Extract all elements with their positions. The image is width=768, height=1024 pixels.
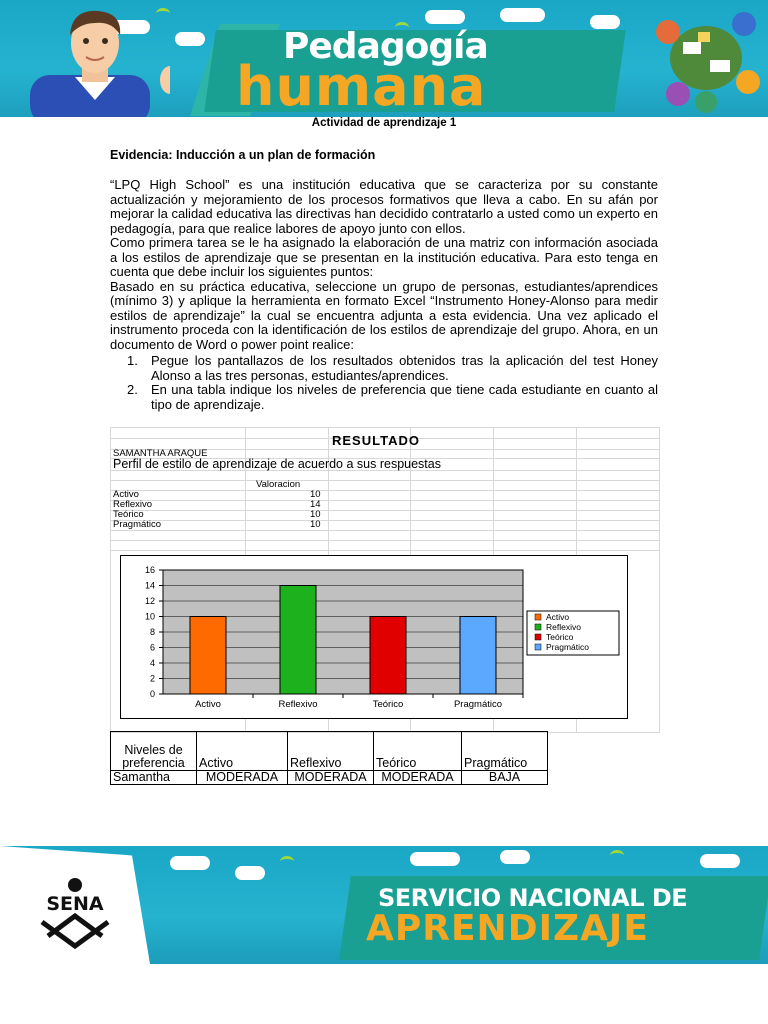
x-tick-label: Teórico — [372, 699, 404, 710]
legend-label: Teórico — [546, 632, 574, 642]
student-name: SAMANTHA ARAQUE — [113, 448, 208, 459]
y-tick-label: 6 — [149, 642, 155, 653]
instructions-list — [127, 354, 658, 412]
legend-swatch-2 — [535, 634, 541, 640]
legend-label: Reflexivo — [546, 622, 581, 632]
legend-swatch-1 — [535, 624, 541, 630]
legend-swatch-3 — [535, 644, 541, 650]
bar-chart — [120, 555, 628, 719]
row-value: 10 — [310, 519, 321, 530]
y-tick-label: 0 — [149, 689, 155, 699]
table-cell: MODERADA — [197, 771, 288, 785]
y-tick-label: 2 — [149, 673, 155, 684]
table-row — [111, 771, 548, 785]
activity-title: Actividad de aprendizaje 1 — [311, 117, 457, 129]
valoracion-header: Valoracion — [256, 479, 301, 490]
footer-banner — [0, 846, 768, 964]
sena-logo — [38, 876, 112, 956]
sheet-subtitle: Perfil de estilo de aprendizaje de acuerdo a sus respuestas — [113, 457, 441, 471]
bar-3 — [460, 617, 496, 695]
row-value: 10 — [310, 509, 321, 520]
meeting-illustration — [648, 2, 764, 114]
row-value: 14 — [310, 499, 321, 510]
x-tick-label: Reflexivo — [278, 699, 318, 710]
row-label: Teórico — [113, 509, 144, 520]
task-paragraph: Como primera tarea se le ha asignado la elaboración de una matriz con información asociada a los estilos de aprendizaje que se presentan en la institución educativa. Para esto tenga en cuenta que debe incluir los siguientes puntos: — [110, 235, 658, 279]
legend-label: Activo — [546, 612, 570, 622]
bar-chart-svg — [121, 556, 627, 718]
table-cell: BAJA — [462, 771, 548, 785]
footer-line1: SERVICIO NACIONAL DE — [378, 884, 688, 912]
list-text: En una tabla indique los niveles de preferencia que tiene cada estudiante en cuanto al tipo de aprendizaje. — [151, 382, 658, 412]
bar-2 — [370, 617, 406, 695]
sheet-heading: RESULTADO — [332, 433, 420, 448]
row-label: Pragmático — [113, 519, 162, 530]
x-tick-label: Pragmático — [453, 699, 503, 710]
header-banner — [0, 0, 768, 117]
y-tick-label: 4 — [149, 658, 155, 668]
header-title-line1: Pedagogía — [283, 26, 488, 67]
header-cell: Pragmático — [462, 732, 548, 771]
header-cell: Niveles de preferencia — [111, 732, 197, 771]
row-value: 10 — [310, 489, 321, 500]
table-cell: MODERADA — [374, 771, 462, 785]
row-label: Activo — [113, 489, 139, 500]
y-tick-label: 10 — [144, 611, 155, 622]
table-header-row — [111, 732, 548, 771]
legend-label: Pragmático — [546, 642, 589, 652]
legend-swatch-0 — [535, 614, 541, 620]
x-tick-label: Activo — [195, 699, 221, 710]
header-cell: Reflexivo — [288, 732, 374, 771]
header-title-line2: humana — [236, 55, 487, 117]
document-body — [110, 178, 658, 352]
intro-paragraph: “LPQ High School” es una institución educativa que se caracteriza por su constante actualización y mejoramiento de los procesos formativos que lleva a cabo. En su afán por mejorar la calidad educativa las directivas han decidido contratarlo a usted como un experto en pedagogía, para que realice labores de apoyo junto con ellos. — [110, 177, 658, 236]
instructions-paragraph: Basado en su práctica educativa, seleccione un grupo de personas, estudiantes/aprendices (mínimo 3) y aplique la herramienta en formato Excel “Instrumento Honey-Alonso para medir estilos de aprendizaje” la cual se encuentra adjunta a esta evidencia. Una vez aplicado el instrumento proceda con la identificación de los estilos de aprendizaje del grupo. Ahora, en un documento de Word o power point realice: — [110, 278, 658, 352]
list-item — [127, 383, 658, 412]
list-number: 1. — [127, 353, 138, 368]
list-number: 2. — [127, 382, 138, 397]
header-cell: Activo — [197, 732, 288, 771]
y-tick-label: 16 — [144, 565, 155, 575]
list-text: Pegue los pantallazos de los resultados obtenidos tras la aplicación del test Honey Alonso a las tres personas, estudiantes/aprendices. — [151, 353, 658, 383]
footer-line2: APRENDIZAJE — [366, 908, 649, 949]
evidence-title: Evidencia: Inducción a un plan de formación — [110, 148, 376, 162]
table-cell: Samantha — [111, 771, 197, 785]
table-cell: MODERADA — [288, 771, 374, 785]
y-tick-label: 8 — [149, 627, 155, 637]
results-spreadsheet — [110, 427, 660, 733]
row-label: Reflexivo — [113, 499, 153, 510]
teacher-avatar-illustration — [20, 5, 170, 117]
bar-0 — [190, 617, 226, 695]
logo-text: SENA — [46, 893, 104, 915]
y-tick-label: 12 — [144, 596, 155, 606]
bar-1 — [280, 586, 316, 695]
y-tick-label: 14 — [144, 580, 155, 591]
preference-levels-table — [110, 731, 548, 785]
list-item — [127, 354, 658, 383]
header-cell: Teórico — [374, 732, 462, 771]
